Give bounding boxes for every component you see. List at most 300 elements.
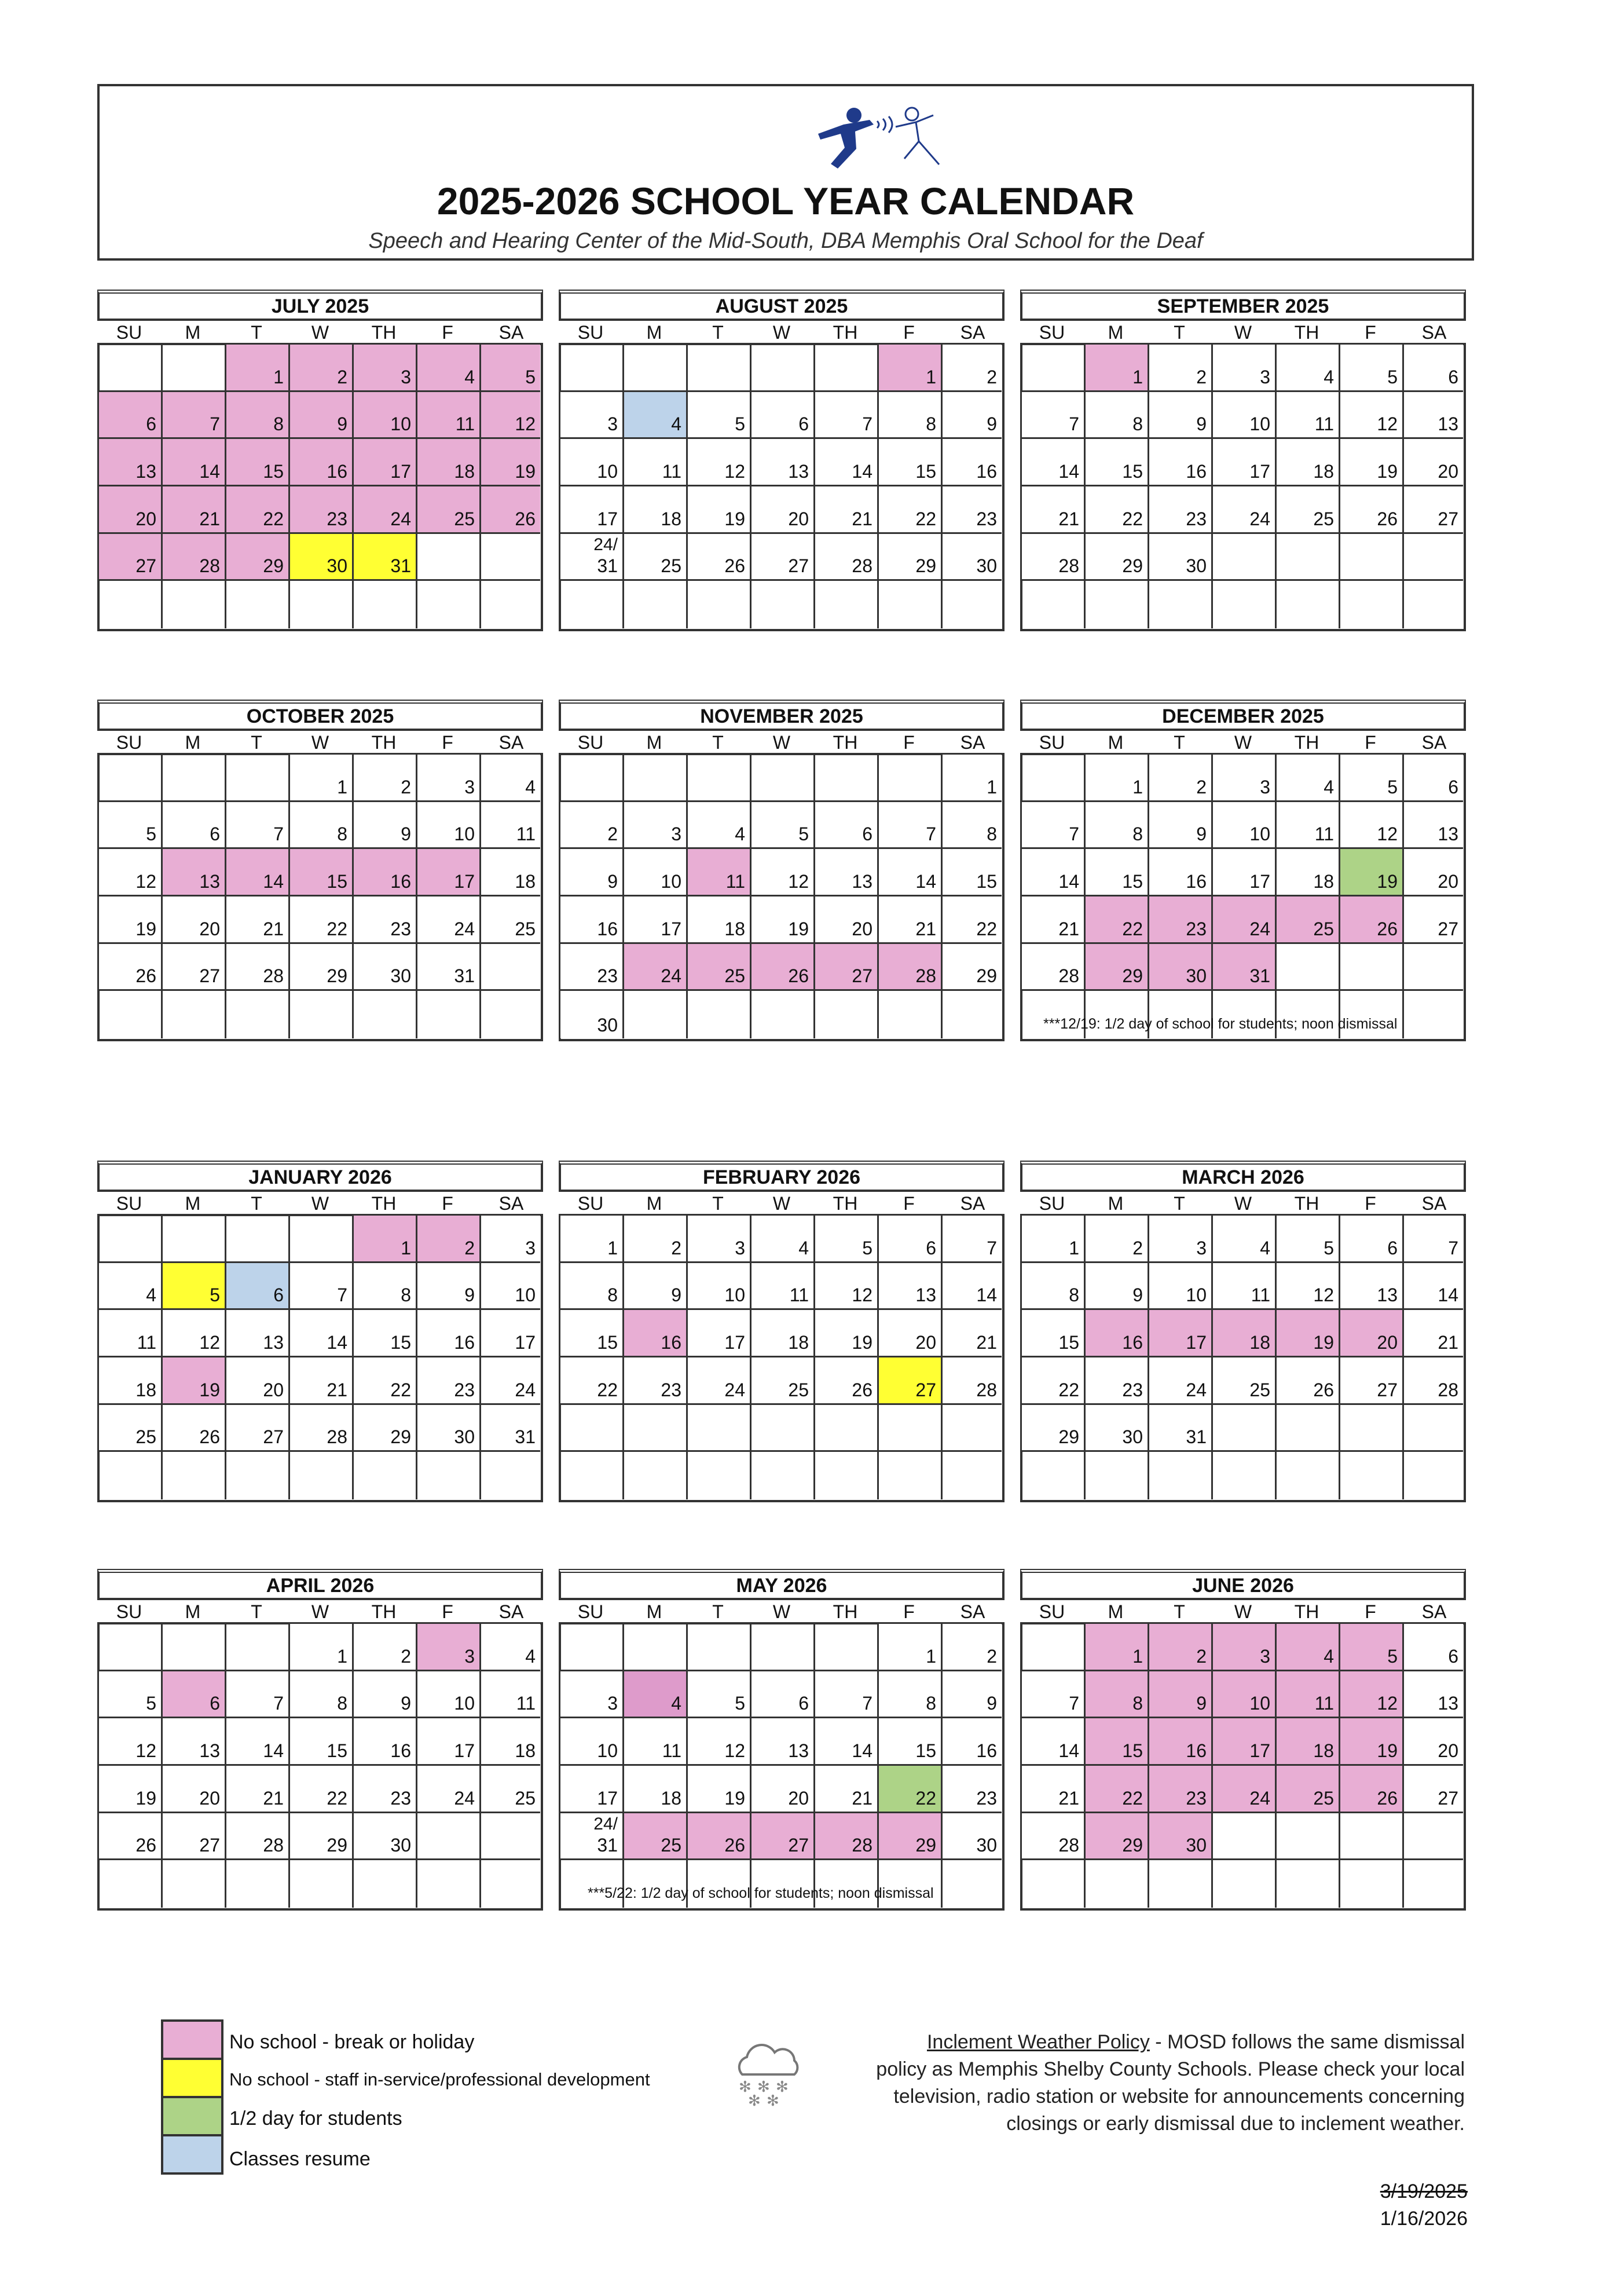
day-number: 28 — [199, 555, 220, 577]
day-number: 6 — [1448, 366, 1458, 387]
day-cell — [624, 1671, 688, 1719]
weekday-label: M — [646, 322, 662, 343]
day-cell — [1086, 534, 1149, 581]
day-cell — [688, 849, 751, 896]
day-cell — [1149, 1405, 1213, 1452]
day-number: 27 — [788, 1835, 809, 1856]
day-number: 27 — [199, 965, 220, 987]
day-number: 22 — [1058, 1379, 1079, 1400]
legend-label-half-day: 1/2 day for students — [229, 2107, 402, 2129]
weekday-label: W — [772, 1193, 791, 1214]
day-cell — [417, 1813, 481, 1861]
day-cell — [1086, 1405, 1149, 1452]
weekday-label: SU — [116, 1193, 142, 1214]
day-cell — [1213, 1671, 1277, 1719]
day-number: 22 — [1122, 918, 1143, 939]
day-cell — [1277, 1624, 1340, 1671]
day-cell — [99, 1357, 163, 1405]
day-cell — [99, 1718, 163, 1766]
day-number: 24 — [454, 918, 475, 939]
day-cell — [1149, 896, 1213, 944]
day-cell — [560, 944, 624, 991]
day-cell — [815, 1452, 879, 1499]
day-cell — [481, 755, 540, 802]
day-number: 13 — [1438, 414, 1458, 435]
day-cell — [354, 1452, 417, 1499]
day-cell — [1340, 1624, 1404, 1671]
day-cell — [1340, 1813, 1404, 1861]
weekday-label: T — [251, 1193, 262, 1214]
day-cell — [1404, 1310, 1463, 1357]
day-number: 5 — [1387, 1645, 1398, 1667]
weekday-header-row — [559, 731, 1005, 752]
day-number: 22 — [327, 1787, 347, 1809]
day-number: 1 — [1132, 366, 1143, 387]
day-number: 18 — [1313, 460, 1334, 482]
day-cell — [1404, 345, 1463, 392]
day-number: 9 — [987, 1693, 997, 1714]
day-cell — [1340, 1671, 1404, 1719]
weekday-label: F — [903, 322, 915, 343]
day-number: 25 — [1249, 1379, 1270, 1400]
day-cell — [1086, 1216, 1149, 1263]
day-number: 8 — [926, 414, 936, 435]
day-cell — [1340, 439, 1404, 486]
month-title: JULY 2025 — [97, 290, 543, 321]
day-number: 30 — [454, 1426, 475, 1448]
day-number: 20 — [199, 918, 220, 939]
day-number: 20 — [199, 1787, 220, 1809]
day-cell — [815, 534, 879, 581]
day-number: 10 — [1186, 1285, 1207, 1306]
day-cell — [1086, 1813, 1149, 1861]
legend-swatch-classes-resume — [161, 2134, 223, 2175]
month-title: DECEMBER 2025 — [1020, 700, 1466, 731]
day-cell — [1022, 392, 1086, 440]
day-cell — [417, 439, 481, 486]
month-day-grid — [97, 753, 543, 1041]
day-cell — [163, 802, 226, 850]
day-number: 17 — [1186, 1331, 1207, 1353]
day-number: 21 — [1058, 508, 1079, 529]
weekday-label: SA — [1421, 1193, 1447, 1214]
day-number: 12 — [135, 1740, 156, 1761]
day-number: 19 — [724, 508, 745, 529]
day-cell — [1404, 991, 1463, 1038]
day-number: 27 — [1438, 918, 1458, 939]
day-cell — [1149, 944, 1213, 991]
day-number: 3 — [607, 414, 618, 435]
day-cell — [879, 755, 943, 802]
day-number: 17 — [724, 1331, 745, 1353]
day-cell — [1404, 849, 1463, 896]
day-cell — [1149, 1671, 1213, 1719]
day-number: 10 — [1249, 1693, 1270, 1714]
day-cell — [1022, 1860, 1086, 1908]
day-number: 27 — [1438, 1787, 1458, 1809]
day-number: 9 — [607, 870, 618, 892]
day-number: 21 — [852, 1787, 873, 1809]
day-cell — [481, 1357, 540, 1405]
day-cell — [163, 944, 226, 991]
weekday-label: M — [1108, 732, 1124, 753]
day-cell — [481, 439, 540, 486]
day-number: 5 — [735, 414, 745, 435]
day-cell — [163, 392, 226, 440]
day-number: 30 — [1122, 1426, 1143, 1448]
day-number: 12 — [1377, 414, 1398, 435]
weekday-label: SA — [498, 1193, 524, 1214]
day-number: 6 — [862, 824, 873, 845]
day-number: 5 — [1387, 366, 1398, 387]
day-number: 17 — [1249, 460, 1270, 482]
day-number: 28 — [976, 1379, 997, 1400]
day-cell — [99, 849, 163, 896]
day-cell — [290, 755, 354, 802]
day-number: 8 — [607, 1285, 618, 1306]
day-number: 19 — [1377, 460, 1398, 482]
weekday-label: M — [1108, 322, 1124, 343]
day-cell — [1340, 1263, 1404, 1311]
day-cell — [99, 1216, 163, 1263]
month-title: FEBRUARY 2026 — [559, 1161, 1005, 1192]
day-number: 11 — [516, 1693, 536, 1714]
revision-date-old: 3/19/2025 — [1380, 2180, 1468, 2202]
day-cell — [1277, 1263, 1340, 1311]
day-cell — [751, 1766, 815, 1813]
legend-swatch-half-day — [161, 2096, 223, 2136]
day-cell — [226, 1357, 290, 1405]
day-cell — [290, 991, 354, 1038]
day-cell — [290, 534, 354, 581]
day-number: 1 — [1069, 1237, 1079, 1258]
svg-text:✻: ✻ — [767, 2092, 779, 2108]
day-cell — [290, 1452, 354, 1499]
month-day-grid — [97, 1622, 543, 1911]
weekday-label: F — [1365, 1193, 1376, 1214]
weekday-label: SU — [577, 1601, 604, 1622]
day-cell — [354, 1766, 417, 1813]
day-number: 19 — [788, 918, 809, 939]
day-cell — [815, 849, 879, 896]
day-cell — [1086, 944, 1149, 991]
day-number: 2 — [464, 1237, 475, 1258]
day-number: 29 — [1122, 965, 1143, 987]
day-number: 20 — [1438, 460, 1458, 482]
day-number: 3 — [1196, 1237, 1207, 1258]
day-cell — [1213, 1263, 1277, 1311]
day-number: 23 — [390, 918, 411, 939]
day-number: 22 — [327, 918, 347, 939]
day-cell — [1149, 345, 1213, 392]
weekday-label: T — [712, 1193, 724, 1214]
weekday-label: T — [1174, 732, 1185, 753]
day-cell — [1340, 534, 1404, 581]
day-number: 27 — [263, 1426, 284, 1448]
day-number: 21 — [1438, 1331, 1458, 1353]
day-cell — [1022, 486, 1086, 534]
day-number: 4 — [671, 414, 681, 435]
day-cell — [943, 1357, 1002, 1405]
day-cell — [1404, 1452, 1463, 1499]
day-cell — [624, 991, 688, 1038]
day-number: 10 — [515, 1285, 536, 1306]
day-number: 26 — [1377, 508, 1398, 529]
legend-swatch-break — [161, 2019, 223, 2060]
day-number: 18 — [454, 460, 475, 482]
day-number: 12 — [1377, 1693, 1398, 1714]
day-cell — [417, 1405, 481, 1452]
day-cell — [815, 581, 879, 628]
day-number: 18 — [661, 1787, 681, 1809]
month-september-2025 — [1020, 290, 1466, 631]
day-cell — [417, 849, 481, 896]
day-number: 23 — [976, 508, 997, 529]
day-number: 3 — [525, 1237, 536, 1258]
weekday-header-row — [97, 731, 543, 752]
legend-swatch-inservice — [161, 2058, 223, 2098]
day-number: 23 — [1186, 508, 1207, 529]
day-number: 11 — [1314, 414, 1334, 435]
day-cell — [1213, 1452, 1277, 1499]
month-november-2025 — [559, 700, 1005, 1041]
day-number: 27 — [915, 1379, 936, 1400]
weekday-header-row — [559, 1192, 1005, 1213]
day-cell — [688, 896, 751, 944]
day-cell — [879, 944, 943, 991]
day-cell — [1022, 439, 1086, 486]
day-number: 5 — [210, 1285, 220, 1306]
day-cell — [624, 581, 688, 628]
weekday-label: SU — [577, 732, 604, 753]
day-number: 8 — [1132, 1693, 1143, 1714]
weekday-label: SA — [1421, 732, 1447, 753]
day-cell — [1404, 1718, 1463, 1766]
day-cell — [751, 944, 815, 991]
day-cell — [1213, 1813, 1277, 1861]
day-number: 13 — [199, 870, 220, 892]
day-cell — [1340, 802, 1404, 850]
day-cell — [1149, 1624, 1213, 1671]
day-cell — [1022, 1452, 1086, 1499]
weekday-label: SA — [498, 1601, 524, 1622]
svg-text:✻: ✻ — [748, 2092, 761, 2108]
day-cell — [624, 345, 688, 392]
day-cell — [624, 755, 688, 802]
day-number: 4 — [1324, 776, 1334, 797]
weekday-label: F — [442, 322, 453, 343]
day-cell — [417, 581, 481, 628]
day-number: 18 — [788, 1331, 809, 1353]
day-number: 13 — [1438, 824, 1458, 845]
day-cell — [1340, 755, 1404, 802]
day-cell — [226, 896, 290, 944]
day-number: 12 — [852, 1285, 873, 1306]
month-title: JANUARY 2026 — [97, 1161, 543, 1192]
day-cell — [751, 581, 815, 628]
day-number: 19 — [724, 1787, 745, 1809]
day-number: 15 — [1122, 1740, 1143, 1761]
day-cell — [1404, 439, 1463, 486]
day-cell — [879, 1813, 943, 1861]
day-cell — [99, 802, 163, 850]
day-cell — [1340, 345, 1404, 392]
weekday-label: SA — [960, 322, 985, 343]
day-cell — [815, 755, 879, 802]
day-cell — [163, 1813, 226, 1861]
day-number: 25 — [454, 508, 475, 529]
school-logo-icon — [809, 104, 988, 173]
day-cell — [624, 1216, 688, 1263]
day-cell — [1404, 1860, 1463, 1908]
day-number: 3 — [1260, 1645, 1270, 1667]
day-number: 24 — [1249, 1787, 1270, 1809]
day-number: 15 — [915, 460, 936, 482]
day-cell — [226, 849, 290, 896]
day-number: 26 — [135, 965, 156, 987]
day-cell — [943, 1310, 1002, 1357]
day-number: 15 — [915, 1740, 936, 1761]
day-cell — [1404, 1813, 1463, 1861]
day-cell — [560, 392, 624, 440]
day-cell — [1086, 849, 1149, 896]
day-number: 29 — [915, 555, 936, 577]
day-cell — [751, 1263, 815, 1311]
day-number: 11 — [1251, 1285, 1270, 1306]
day-number: 25 — [1313, 1787, 1334, 1809]
day-number: 11 — [516, 824, 536, 845]
day-number: 6 — [273, 1285, 284, 1306]
day-cell — [226, 1452, 290, 1499]
day-cell — [226, 581, 290, 628]
day-number: 23 — [390, 1787, 411, 1809]
day-number: 2 — [1196, 776, 1207, 797]
day-number: 20 — [1438, 1740, 1458, 1761]
day-cell — [560, 849, 624, 896]
month-day-grid — [1020, 343, 1466, 631]
snow-cloud-icon — [731, 2039, 806, 2108]
day-cell — [688, 486, 751, 534]
day-number: 14 — [1058, 870, 1079, 892]
day-number: 10 — [454, 824, 475, 845]
weekday-label: M — [185, 322, 201, 343]
day-number: 23 — [661, 1379, 681, 1400]
day-cell — [815, 439, 879, 486]
day-number: 26 — [724, 555, 745, 577]
weekday-header-row — [1020, 321, 1466, 342]
day-cell — [688, 1452, 751, 1499]
day-number: 5 — [798, 824, 809, 845]
day-cell — [417, 392, 481, 440]
day-cell — [1149, 1718, 1213, 1766]
day-cell — [417, 802, 481, 850]
day-cell — [226, 944, 290, 991]
day-cell — [1404, 896, 1463, 944]
day-cell — [688, 1813, 751, 1861]
calendar-header — [97, 84, 1474, 261]
weekday-label: SU — [116, 1601, 142, 1622]
day-number: 10 — [597, 460, 618, 482]
day-cell — [99, 392, 163, 440]
day-cell — [99, 1452, 163, 1499]
day-cell — [417, 991, 481, 1038]
weekday-label: M — [1108, 1193, 1124, 1214]
day-cell — [290, 1766, 354, 1813]
day-cell — [815, 896, 879, 944]
weekday-label: SA — [960, 732, 985, 753]
day-cell — [943, 1624, 1002, 1671]
day-number: 2 — [401, 1645, 411, 1667]
day-number: 28 — [327, 1426, 347, 1448]
day-cell — [943, 392, 1002, 440]
day-cell — [1404, 581, 1463, 628]
day-cell — [560, 534, 624, 581]
day-cell — [417, 486, 481, 534]
day-cell — [354, 1357, 417, 1405]
month-title: NOVEMBER 2025 — [559, 700, 1005, 731]
day-number: 1 — [1132, 776, 1143, 797]
day-cell — [751, 534, 815, 581]
day-number: 15 — [263, 460, 284, 482]
day-number: 6 — [798, 414, 809, 435]
day-cell — [879, 896, 943, 944]
day-cell — [163, 755, 226, 802]
day-cell — [417, 1357, 481, 1405]
day-number: 18 — [1313, 1740, 1334, 1761]
day-cell — [815, 991, 879, 1038]
weekday-header-row — [97, 1600, 543, 1621]
day-number: 3 — [1260, 366, 1270, 387]
day-cell — [815, 1718, 879, 1766]
day-cell — [1404, 1671, 1463, 1719]
day-number: 19 — [1313, 1331, 1334, 1353]
day-cell — [1213, 944, 1277, 991]
day-number: 21 — [263, 918, 284, 939]
day-cell — [1213, 896, 1277, 944]
day-cell — [943, 1671, 1002, 1719]
day-cell — [290, 1405, 354, 1452]
day-cell — [99, 1860, 163, 1908]
day-cell — [688, 1718, 751, 1766]
month-march-2026 — [1020, 1161, 1466, 1502]
day-number: 12 — [1313, 1285, 1334, 1306]
day-cell — [290, 486, 354, 534]
day-cell — [1213, 802, 1277, 850]
day-number: 9 — [337, 414, 347, 435]
day-number: 16 — [597, 918, 618, 939]
day-cell — [1340, 944, 1404, 991]
day-cell — [163, 896, 226, 944]
day-number: 2 — [337, 366, 347, 387]
day-cell — [751, 439, 815, 486]
day-cell — [688, 1405, 751, 1452]
day-number: 18 — [135, 1379, 156, 1400]
day-number: 20 — [915, 1331, 936, 1353]
day-cell — [1022, 534, 1086, 581]
day-cell — [226, 1624, 290, 1671]
day-number: 4 — [735, 824, 745, 845]
day-number: 1 — [401, 1237, 411, 1258]
day-cell — [1213, 345, 1277, 392]
day-cell — [1213, 755, 1277, 802]
day-cell — [481, 486, 540, 534]
inclement-weather-policy — [840, 2029, 1465, 2138]
day-number: 12 — [724, 460, 745, 482]
day-cell — [751, 1813, 815, 1861]
day-cell — [560, 1624, 624, 1671]
day-cell — [1340, 581, 1404, 628]
day-cell — [1404, 1263, 1463, 1311]
